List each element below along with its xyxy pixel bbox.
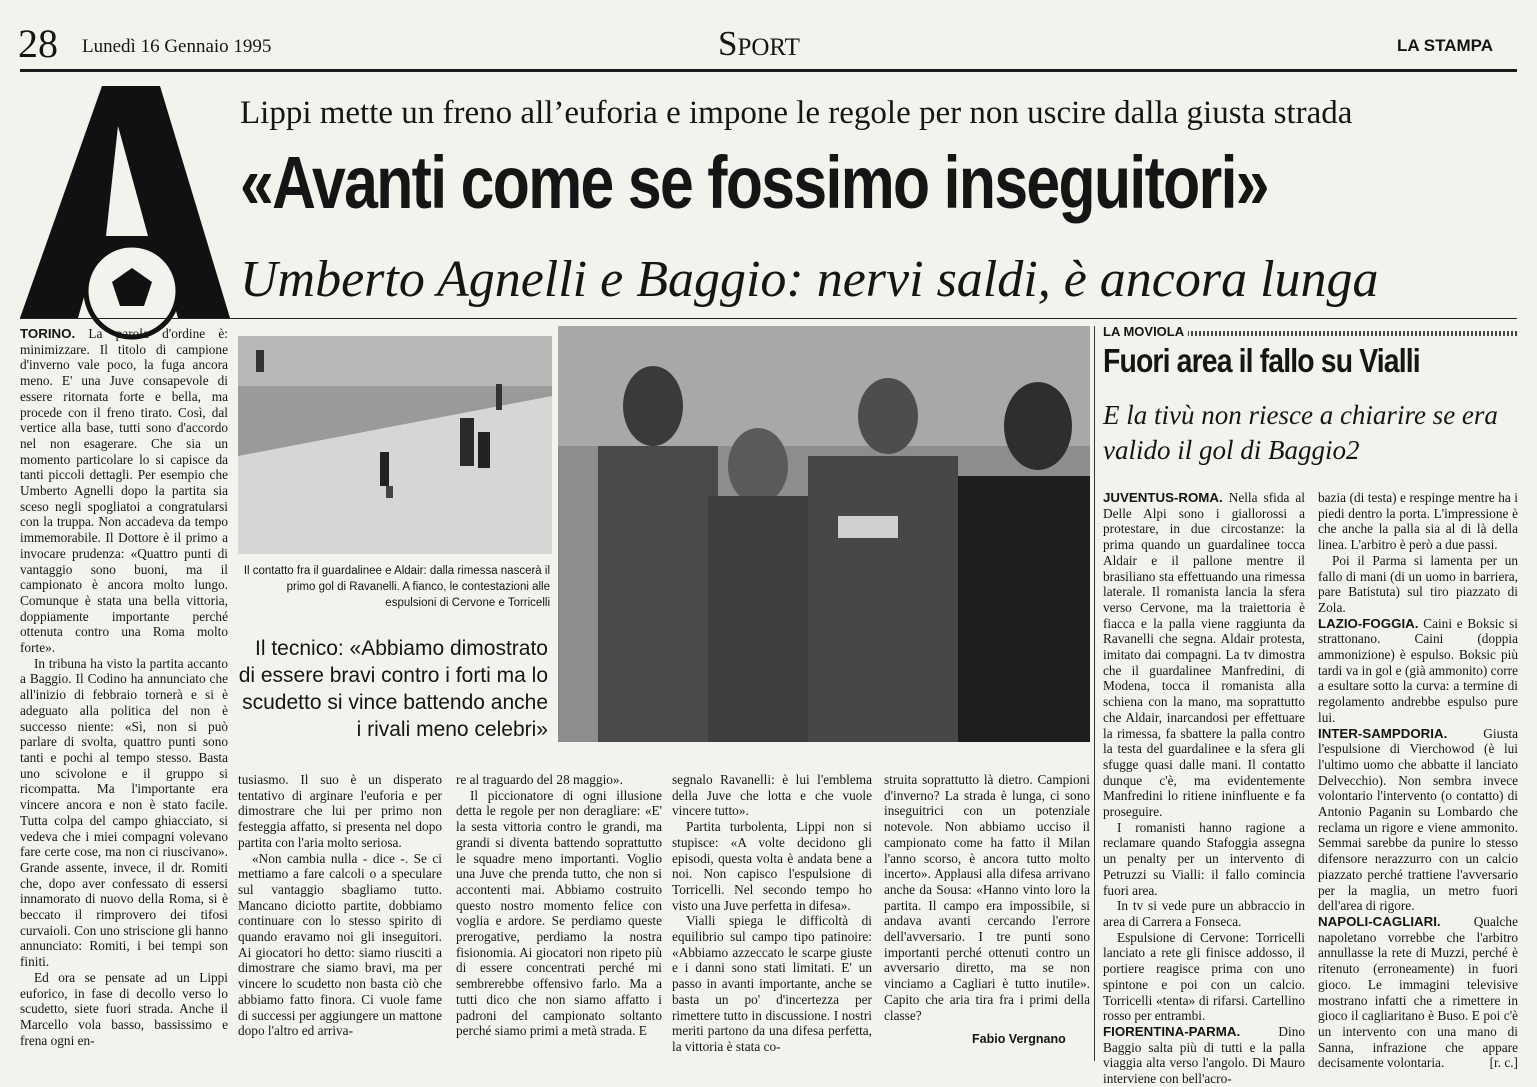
col4-text: segnalo Ravanelli: è lui l'emblema della Juve che lotta e che vuole vincere tutto». — [672, 772, 872, 819]
header-rule — [20, 69, 1517, 72]
article-subhead: Umberto Agnelli e Baggio: nervi saldi, è ancora lunga — [240, 251, 1379, 308]
byline: Fabio Vergnano — [972, 1032, 1066, 1046]
article-column-2 — [238, 772, 442, 1061]
sidebar-column-1 — [1103, 490, 1306, 1087]
article-column-4 — [672, 772, 872, 1061]
page-number: 28 — [18, 21, 58, 66]
moviola-label: LA MOVIOLA — [1103, 324, 1188, 339]
col2b-text: «Non cambia nulla - dice -. Se ci mettiamo a fare calcoli o a speculare sul vantaggio sbagliamo tutto. Mancano diciotto partite, dobbiamo continuare con lo stesso spirito di quando eravamo noi gli inseguitori. Ai giocatori ho detto: siamo riusciti a dimostrare che siamo bravi, ma per vincere lo scudetto non basta ciò che abbiamo fatto finora. Ci vuole fame di successi per aggiungere un mattone dopo l'altro ed arriva- — [238, 850, 442, 1039]
c1c-text: In tv si vede pure un abbraccio in area di Carrera a Fonseca. — [1103, 898, 1305, 929]
article-column-3 — [456, 772, 662, 1061]
article-headline: «Avanti come se fossimo inseguitori» — [240, 141, 1268, 224]
sidebar-headline: Fuori area il fallo su Vialli — [1103, 342, 1420, 379]
article-kicker: Lippi mette un freno all’euforia e impone le regole per non uscire dalla giusta strada — [240, 95, 1353, 131]
col4c-text: Vialli spiega le difficoltà di equilibrio sul campo tipo patinoire: «Abbiamo azzeccato le scarpe giuste e i danni sono stati limitati. E' un passo in avanti importante, anche se basta un po' d'incertezza per rimettere tutto in discussione. I nostri meriti partono da una difesa perfetta, la vittoria è stata co- — [672, 913, 872, 1054]
col1c-text: Ed ora se pensate ad un Lippi euforico, in fase di decollo verso lo scudetto, siete fuori strada. Anche il Marcello vola basso, bassissimo e frena ogni en- — [20, 969, 228, 1048]
c2e-text: Qualche napoletano vorrebbe che l'arbitro annullasse la rete di Muzzi, perché è ritenuto (erroneamente) in fuori gioco. Le immagini televisive mostrano infatti che a rimettere in gioco il cagliaritano è Buso. E poi c'è un intervento con una mano di Sanna, infrazione che appare decisamente volontaria. — [1318, 913, 1518, 1071]
col1b-text: In tribuna ha visto la partita accanto a Baggio. Il Codino ha annunciato che all'inizio di febbraio tornerà e si è adeguato alla politica del non è successo niente: «Sì, non si può parlare di svolta, quattro punti sono tanti e pochi al tempo stesso. Basta uno scivolone e il gruppo si ricompatta. Ma l'importante era vincere ancora e non è stato facile. Tutta colpa del campo ghiacciato, si vedeva che i miei compagni volevano fare certe cose, ma non ci riuscivano». Grande assente, invece, il dr. Romiti che, dopo aver confessato di essersi innamorato di nuovo della Roma, si è beccato il rimprovero dei tifosi curvaioli. Con uno striscione gli hanno annunciato: Romiti, i bei tempi son finiti. — [20, 655, 228, 970]
article-column-5 — [884, 772, 1090, 1028]
c2c-text: Caini e Boksic si strattonano. Caini (doppia ammonizione) è espulso. Boksic più tardi va in gol e (già ammonito) corre a esultare sotto la curva: a termine di regolamento andrebbe espulso pure lui. — [1318, 615, 1518, 725]
sidebar-subhead: E la tivù non riesce a chiarire se era valido il gol di Baggio2 — [1103, 400, 1498, 465]
match-napoli-cagliari: NAPOLI-CAGLIARI. — [1318, 913, 1441, 929]
headline-rule — [20, 318, 1517, 319]
players-photo — [558, 326, 1090, 742]
sidebar-divider — [1094, 326, 1095, 1061]
field-photo — [238, 336, 552, 554]
issue-date: Lunedì 16 Gennaio 1995 — [82, 36, 272, 57]
dateline: TORINO. — [20, 326, 76, 341]
match-fiorentina-parma: FIORENTINA-PARMA. — [1103, 1023, 1241, 1039]
sidebar-column-2 — [1318, 490, 1518, 1071]
c2d-text: Giusta l'espulsione di Vierchowod (è lui l'ultimo uomo che abbatte il lanciato Delvecchio). Non sembra invece volontario l'intervento (o contatto) di Antonio Paganin su Lombardo che reclama un rigore e viene ammonito. Semmai sarebbe da punire lo stesso difensore nerazzurro con un calcio piazzato perché trattiene l'avversario per la maglia, un metro fuori dell'area di rigore. — [1318, 725, 1518, 914]
col4b-text: Partita turbolenta, Lippi non si stupisce: «A volte decidono gli episodi, questa volta è andata bene a noi. Non capisco l'espulsione di Torricelli. Nel secondo tempo ho visto una Juve perfetta in difesa». — [672, 819, 872, 913]
match-lazio-foggia: LAZIO-FOGGIA. — [1318, 615, 1419, 631]
col1-text: La parola d'ordine è: minimizzare. Il titolo di campione d'inverno vale poco, la fuga ancora meno. E' una Juve consapevole di essere ritornata forte e bella, ma procede con il freno tirato. Così, dal vertice alla base, tutti sono d'accordo nel non esagerare. Che sia un momento particolare lo si capisce da tanti piccoli dettagli. Per esempio che Umberto Agnelli dopo la partita sia sceso negli spogliatoi a congratularsi con la truppa. Non accadeva da tempo immemorabile. Il Dottore è il primo a invocare prudenza: «Quattro punti di vantaggio sono buoni, ma il campionato è ancora molto lungo. Comunque è stata una bella vittoria, doppiamente importante perché ottenuta contro una Roma molto forte». — [20, 326, 228, 656]
article-column-1 — [20, 326, 228, 1061]
section-title: Sport — [718, 24, 800, 63]
col3-text: re al traguardo del 28 maggio». — [456, 772, 623, 787]
match-juve-roma: JUVENTUS-ROMA. — [1103, 490, 1223, 505]
col3b-text: Il piccionatore di ogni illusione detta le regole per non deragliare: «E' la sesta vittoria contro le grandi, ma grandi si diventa battendo soprattutto le squadre meno importanti. Voglio una Juve che prenda tutto, che non si accontenti mai. Abbiamo costruito questo nostro momento felice con voglia e ardore. Se perdiamo queste prerogative, perdiamo la nostra fisionomia. Ai giocatori non ripeto più di essere concentrati perché mi sembrerebbe offensivo farlo. Ma a tutti dico che non siamo affatto i padroni del campionato soltanto perché siamo primi a metà strada. E — [456, 787, 662, 1039]
col5-text: struita soprattutto là dietro. Campioni d'inverno? La strada è lunga, ci sono inseguitrici con un potenziale notevole. Non abbiamo ucciso il campionato come ha fatto il Milan l'anno scorso, è ancora tutto molto incerto». Applausi alla difesa arrivano anche da Sousa: «Hanno vinto loro la partita. Il campo era impossibile, si andava avanti cercando l'errore dell'avversario. I tre punti sono importanti perché ottenuti contro un avversario diretto, ma se non vinciamo a Cagliari è tutto inutile». Capito che aria tira fra i primi della classe? — [884, 772, 1090, 1023]
c2b-text: Poi il Parma si lamenta per un fallo di mani (di un uomo in barriera, pare Batistuta) sul tiro piazzato di Zola. — [1318, 552, 1518, 615]
pull-quote: Il tecnico: «Abbiamo dimostrato di essere bravi contro i forti ma lo scudetto si vince battendo anche i rivali meno celebri» — [238, 637, 548, 741]
c1a-text: Nella sfida al Delle Alpi sono i giallorossi a protestare, in due circostanze: la prima quando un guardalinee tocca Aldair e il pallone mentre il brasiliano sta effettuando una rimessa laterale. Il romanista lancia la sfera verso Cervone, ma la traiettoria è fiacca e la palla viene raggiunta da Ravanelli che segna. Aldair protesta, imitato dai compagni. La tv dimostra che il guardalinee Manfredini, di Modena, tocca il romanista alla schiena con la mano, ma soprattutto che Aldair, inarcandosi per effettuare la rimessa, fa sbattere la palla contro la testa del guardalinee e la sfera gli sfugge quasi dalle mani. Il contatto dunque c'è, ma evidentemente Manfredini lo ritiene ininfluente e fa proseguire. — [1103, 490, 1306, 820]
c2a-text: bazia (di testa) e respinge mentre ha i piedi dentro la porta. L'impressione è che anche la palla sia al di là della linea. L'arbitro è però a due passi. — [1318, 490, 1518, 553]
photo-caption: Il contatto fra il guardalinee e Aldair: dalla rimessa nascerà il primo gol di Ravanelli. A fianco, le contestazioni alle espulsioni di Cervone e Torricelli — [243, 565, 550, 609]
match-inter-sampdoria: INTER-SAMPDORIA. — [1318, 725, 1448, 741]
newspaper-name: LA STAMPA — [1397, 36, 1494, 55]
col2-text: tusiasmo. Il suo è un disperato tentativo di arginare l'euforia e per dimostrare che lui per primo non festeggia affatto, si presenta nel dopo partita con l'aria molto seriosa. — [238, 772, 442, 850]
c1b-text: I romanisti hanno ragione a reclamare quando Stafoggia assegna un penalty per un intervento di Petruzzi su Vialli: il fallo comincia fuori area. — [1103, 819, 1305, 898]
c1e-text: Dino Baggio salta più di tutti e la palla viaggia alta verso l'angolo. Di Mauro interviene con bell'acro- — [1103, 1023, 1305, 1087]
section-a-logo — [20, 86, 230, 318]
signature: [r. c.] — [1489, 1055, 1518, 1071]
c1d-text: Espulsione di Cervone: Torricelli lanciato a rete gli finisce addosso, il portiere reagisce prima con uno spintone e poi con un calcio. Torricelli «tenta» di rifarsi. Cartellino rosso per entrambi. — [1103, 929, 1305, 1024]
